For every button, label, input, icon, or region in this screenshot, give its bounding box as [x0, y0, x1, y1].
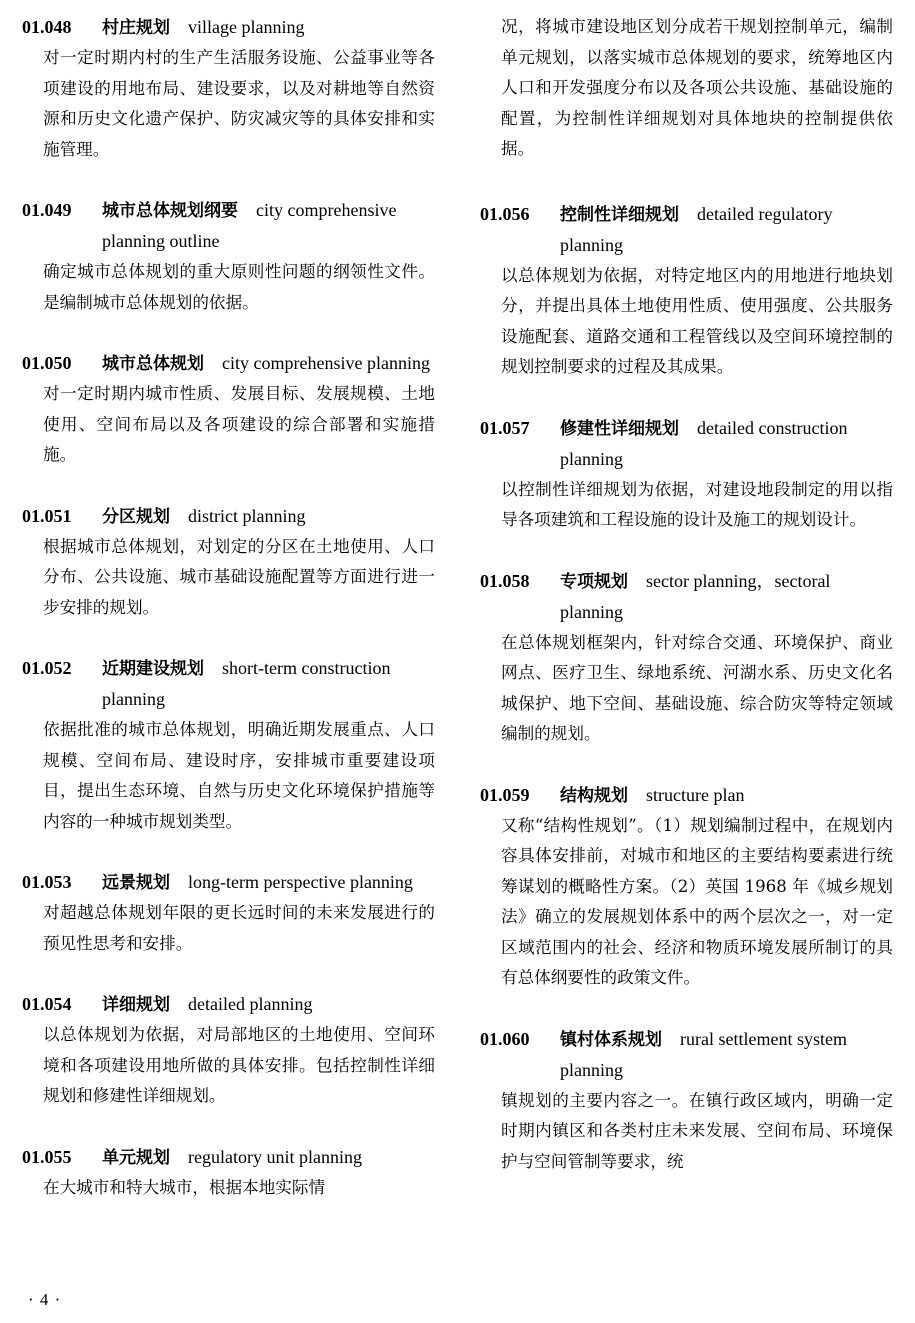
entry-number: 01.049 — [22, 200, 72, 220]
entry-heading — [480, 1024, 893, 1086]
term-entry — [22, 989, 435, 1112]
term-chinese: 城市总体规划纲要 — [102, 201, 238, 221]
term-entry — [480, 780, 893, 994]
entry-number: 01.054 — [22, 994, 72, 1014]
term-chinese: 结构规划 — [560, 785, 628, 806]
entry-number: 01.057 — [480, 417, 530, 438]
entry-heading — [22, 12, 435, 43]
term-entry — [22, 1142, 435, 1204]
entry-heading — [22, 989, 435, 1020]
term-definition: 在总体规划框架内，针对综合交通、环境保护、商业网点、医疗卫生、绿地系统、河湖水系、历史文化名城保护、地下空间、基础设施、综合防灾等特定领域编制的规划。 — [501, 632, 893, 743]
entry-heading — [480, 566, 893, 628]
term-entry — [480, 413, 893, 536]
term-definition: 依据批准的城市总体规划，明确近期发展重点、人口规模、空间布局、建设时序，安排城市重要建设项目，提出生态环境、自然与历史文化环境保护措施等内容的一种城市规划类型。 — [43, 720, 435, 831]
left-column — [22, 12, 435, 1233]
entry-heading — [480, 413, 893, 475]
entry-number: 01.051 — [22, 505, 72, 526]
entry-number: 01.060 — [480, 1028, 530, 1049]
term-english: short-term construction planning — [102, 658, 391, 709]
entry-heading — [22, 1142, 435, 1173]
entry-heading — [22, 867, 435, 898]
term-entry — [22, 501, 435, 624]
term-chinese: 村庄规划 — [102, 18, 170, 38]
term-english: city comprehensive planning outline — [102, 200, 397, 251]
term-entry — [480, 1024, 893, 1178]
page-number: · 4 · — [28, 1290, 62, 1309]
term-entry — [22, 653, 435, 837]
term-english: city comprehensive planning — [222, 353, 430, 373]
term-english: detailed regulatory planning — [560, 203, 833, 255]
entry-heading — [22, 501, 435, 532]
term-chinese: 镇村体系规划 — [560, 1029, 662, 1050]
term-definition: 在大城市和特大城市，根据本地实际情 — [43, 1177, 326, 1197]
entry-number: 01.053 — [22, 872, 72, 892]
right-column — [480, 12, 893, 1207]
term-definition: 对一定时期内村的生产生活服务设施、公益事业等各项建设的用地布局、建设要求，以及对耕地等自然资源和历史文化遗产保护、防灾减灾等的具体安排和实施管理。 — [43, 48, 435, 159]
term-english: rural settlement system planning — [560, 1028, 847, 1080]
term-english: detailed construction planning — [560, 417, 848, 469]
term-definition: 镇规划的主要内容之一。在镇行政区域内，明确一定时期内镇区和各类村庄未来发展、空间布局、环境保护与空间管制等要求，统 — [501, 1090, 893, 1171]
term-definition: 又称“结构性规划”。（1）规划编制过程中，在规划内容具体安排前，对城市和地区的主要结构要素进行统筹谋划的概略性方案。（2）英国 1968 年《城乡规划法》确立的发展规划体系中的两个层次之一，对一定区域范围内的社会、经济和物质环境发展所制订的具有总体纲要性的政策文件。 — [501, 815, 893, 987]
term-entry — [22, 195, 435, 318]
term-chinese: 城市总体规划 — [102, 354, 204, 374]
term-definition: 对一定时期内城市性质、发展目标、发展规模、土地使用、空间布局以及各项建设的综合部署和实施措施。 — [43, 384, 435, 464]
entry-number: 01.059 — [480, 784, 530, 805]
term-english: district planning — [188, 505, 306, 526]
term-definition: 以总体规划为依据，对特定地区内的用地进行地块划分，并提出具体土地使用性质、使用强度、公共服务设施配套、道路交通和工程管线以及空间环境控制的规划控制要求的过程及其成果。 — [501, 265, 893, 376]
term-entry — [22, 12, 435, 165]
term-english: regulatory unit planning — [188, 1146, 362, 1167]
term-entry — [22, 867, 435, 959]
entry-number: 01.055 — [22, 1146, 72, 1167]
term-chinese: 控制性详细规划 — [560, 204, 679, 225]
term-english: village planning — [188, 17, 305, 37]
entry-heading — [22, 348, 435, 379]
term-chinese: 单元规划 — [102, 1147, 170, 1168]
term-chinese: 远景规划 — [102, 873, 170, 893]
term-definition: 确定城市总体规划的重大原则性问题的纲领性文件。是编制城市总体规划的依据。 — [43, 262, 435, 312]
term-english: long-term perspective planning — [188, 872, 413, 892]
term-chinese: 近期建设规划 — [102, 659, 204, 679]
term-entry — [22, 348, 435, 471]
term-english: detailed planning — [188, 994, 313, 1014]
entry-number: 01.048 — [22, 17, 72, 37]
term-definition: 根据城市总体规划，对划定的分区在土地使用、人口分布、公共设施、城市基础设施配置等方面进行进一步安排的规划。 — [43, 536, 435, 617]
entry-number: 01.052 — [22, 658, 72, 678]
term-definition: 况，将城市建设地区划分成若干规划控制单元，编制单元规划，以落实城市总体规划的要求，统筹地区内人口和开发强度分布以及各项公共设施、基础设施的配置，为控制性详细规划对具体地块的控制提供依据。 — [501, 17, 893, 158]
term-definition: 以总体规划为依据，对局部地区的土地使用、空间环境和各项建设用地所做的具体安排。包括控制性详细规划和修建性详细规划。 — [43, 1025, 435, 1105]
term-english: sector planning，sectoral planning — [560, 570, 831, 622]
term-definition: 对超越总体规划年限的更长远时间的未来发展进行的预见性思考和安排。 — [43, 903, 435, 953]
term-chinese: 修建性详细规划 — [560, 418, 679, 439]
term-english: structure plan — [646, 784, 745, 805]
entry-number: 01.056 — [480, 203, 530, 224]
term-entry — [480, 199, 893, 383]
term-chinese: 专项规划 — [560, 571, 628, 592]
entry-number: 01.050 — [22, 353, 72, 373]
continued-definition — [480, 12, 893, 165]
term-definition: 以控制性详细规划为依据，对建设地段制定的用以指导各项建筑和工程设施的设计及施工的规划设计。 — [501, 479, 893, 529]
term-chinese: 分区规划 — [102, 506, 170, 527]
term-entry — [480, 566, 893, 750]
entry-heading — [22, 195, 435, 257]
entry-number: 01.058 — [480, 570, 530, 591]
entry-heading — [22, 653, 435, 715]
entry-heading — [480, 199, 893, 261]
entry-heading — [480, 780, 893, 811]
term-chinese: 详细规划 — [102, 995, 170, 1015]
